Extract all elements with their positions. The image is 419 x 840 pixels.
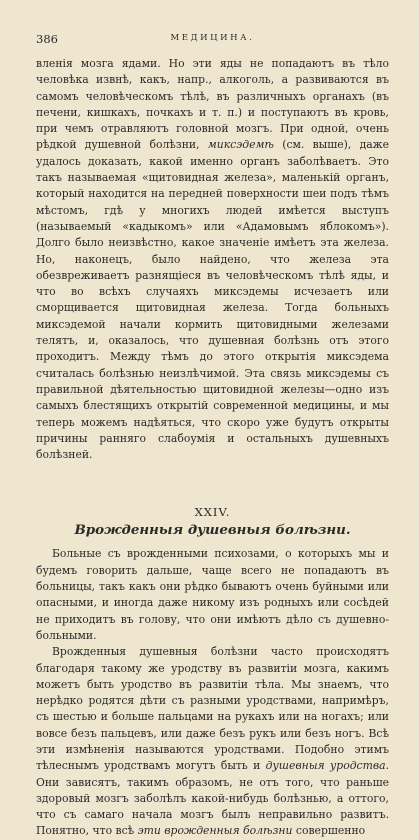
paragraph-3 <box>36 644 389 840</box>
paragraph-1 <box>36 56 389 463</box>
paragraph-3-italic-2: эти врожденныя болѣзни <box>137 824 293 838</box>
chapter-number: XXIV. <box>194 505 231 520</box>
paragraph-1-text-after: (см. выше), даже удалось доказать, какой именно органъ заболѣваетъ. Это такъ называемая «щитовидная железа», маленькій органъ, который находится на передней поверхности шеи подъ тѣмъ мѣстомъ, гдѣ у многихъ людей имѣется выступъ (называемый «кадыкомъ» или «Адамовымъ яблокомъ»). Долго было неизвѣстно, какое значеніе имѣетъ эта железа. Но, наконецъ, было найдено, что железа эта обезвреживаетъ разнящіеся въ человѣческомъ тѣлѣ яды, и что во всѣхъ случаяхъ миксэдемы исчезаетъ или сморщивается щитовидная железа. Тогда больныхъ миксэдемой начали кормить щитовидными железами телятъ, и, оказалось, что душевная болѣзнь отъ этого проходитъ. Между тѣмъ до этого открытія миксэдема считалась болѣзнью неизлѣчимой. Эта связь миксэдемы съ правильной дѣятельностью щитовидной железы—одно изъ самыхъ блестящихъ открытій современной медицины, и мы теперь можемъ надѣяться, что скоро уже будутъ открыты причины ранняго слабоумія и остальныхъ душевныхъ болѣзней. <box>36 138 389 462</box>
chapter-title: Врожденныя душевныя болѣзни. <box>74 522 351 539</box>
paragraph-1-text: вленія мозга ядами. Но эти яды не попадаютъ въ тѣло человѣка извнѣ, какъ, напр., алкоголь, а развиваются въ самомъ человѣческомъ тѣлѣ, въ различныхъ органахъ (въ печени, кишкахъ, почкахъ и т. п.) и поступаютъ въ кровь, при чемъ отравляютъ головной мозгъ. При одной, очень рѣдкой душевной болѣзни, <box>36 57 389 152</box>
paragraph-1-italic: миксэдемѣ <box>207 138 274 152</box>
page-number: 386 <box>36 32 58 46</box>
page-header <box>36 32 389 48</box>
paragraph-3-text-mid: Они зависятъ, такимъ образомъ, не отъ того, что раньше здоровый мозгъ заболѣлъ какой-нибудь болѣзнью, а оттого, что съ самаго начала мозгъ былъ неправильно развитъ. Понятно, что всѣ <box>36 775 389 838</box>
paragraph-2-text: Больные съ врожденными психозами, о которыхъ мы и будемъ говорить дальше, чаще всего не попадаютъ въ больницы, такъ какъ они рѣдко бываютъ очень буйными или опасными, и иногда даже никому изъ родныхъ или сосѣдей не приходитъ въ голову, что они имѣютъ дѣло съ душевно-больными. <box>36 547 389 642</box>
paragraph-2 <box>36 546 389 644</box>
running-head: МЕДИЦИНА. <box>170 33 255 43</box>
paragraph-3-text-after: совершенно <box>292 824 366 838</box>
paragraph-3-italic-1: душевныя уродства. <box>265 759 389 773</box>
paragraph-3-text: Врожденныя душевныя болѣзни часто происходятъ благодаря такому же уродству въ развитіи мозга, какимъ можетъ быть уродство въ развитіи тѣла. Мы знаемъ, что нерѣдко родятся дѣти съ разными уродствами, напримѣръ, съ шестью и больше пальцами на рукахъ или на ногахъ; или вовсе безъ пальцевъ, или даже безъ рукъ или безъ ногъ. Всѣ эти измѣненія называются уродствами. Подобно этимъ тѣлеснымъ уродствамъ могутъ быть и <box>36 645 389 773</box>
